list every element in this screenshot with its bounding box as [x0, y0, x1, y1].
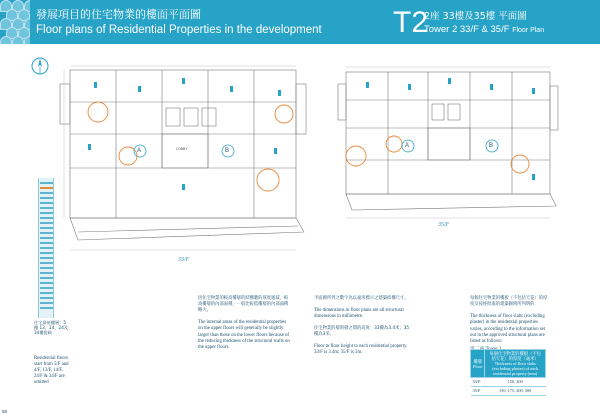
table-header-floor-en: Floor	[473, 363, 483, 369]
floor-label-33f: 33/F	[178, 257, 190, 263]
internal-area-note-en: The internal areas of the residential properties on the upper floors will generally be slightly larger than those on the lower floors because of the reducing thickness of the structural walls on the upper floors.	[198, 320, 290, 351]
floor-plan-label: Floor Plan	[512, 27, 545, 34]
slab-thickness-notes	[470, 296, 548, 354]
dimension-note-en: The dimensions in floor plans are all structural dimensions in millimetre.	[314, 308, 404, 320]
table-cell-floor: 33/F	[471, 378, 485, 387]
table-header-thickness	[485, 350, 546, 378]
floor-height-note-zh: 住宅物業的層與層之間的高度：33樓為3.4米；35樓為3米。	[314, 325, 410, 337]
page-title-en: Floor plans of Residential Properties in the development	[36, 24, 322, 36]
lobby-label: LOBBY	[176, 147, 188, 151]
table-cell-thickness: 150, 175, 200, 300	[485, 387, 546, 396]
tower-subtitle-zh: 2座 33樓及35樓 平面圖	[424, 11, 527, 22]
internal-area-note	[198, 296, 290, 351]
floor-height-note-en: Floor to floor height to each residential property. 33/F is 3.4m; 35/F is 3m.	[314, 343, 408, 355]
floor-plan-33f	[58, 64, 308, 260]
slab-thickness-table	[470, 349, 546, 396]
unit-a-label: A	[137, 148, 142, 154]
unit-a-label: A	[405, 143, 410, 149]
table-row	[471, 387, 546, 396]
table-header-thickness-en: Thickness of floor slabs (excluding plaster) of each residential property (mm)	[492, 361, 539, 376]
table-header-floor-zh: 樓層	[473, 358, 482, 364]
tower-subtitle-en	[424, 24, 544, 35]
floor-numbering-note-en: Residential floors start from 5/F and 4/F, 13/F, 14/F, 24/F & 34/F are omitted	[34, 356, 69, 385]
internal-area-note-zh: 因住宅物業的較高樓層的結構牆的厚度遞減，較高樓層的內部面積，一般比較低樓層的內部面積略大。	[198, 296, 289, 313]
tower-elevation-diagram	[38, 178, 54, 318]
slab-thickness-note-zh: 每個住宅物業的樓板（不包括天花）的厚度及按經批准的建築圖則所列明的：	[470, 296, 548, 307]
floor-label-35f: 35/F	[438, 222, 450, 228]
north-compass-icon	[30, 56, 50, 76]
page-title-zh: 發展項目的住宅物業的樓面平面圖	[36, 8, 201, 21]
unit-b-label: B	[489, 143, 494, 149]
floor-plan-35f	[336, 64, 560, 224]
floor-numbering-note-zh: 住宅最低樓層：5樓 13、14、24及34樓從缺	[34, 320, 69, 336]
table-header-floor	[471, 350, 485, 378]
unit-b-label: B	[225, 148, 230, 154]
table-row	[471, 378, 546, 387]
tower-code: T2	[393, 6, 429, 39]
dimension-notes	[314, 296, 410, 361]
dimension-note-zh: 平面圖所列之數字為以毫米標示之建築結構尺寸。	[314, 296, 409, 301]
table-cell-thickness: 150, 200	[485, 378, 546, 387]
slab-thickness-note-en: The thickness of floor slabs (excluding plaster) in the residential properties varies, according to the information set out in the approved structural plans are listed as follows:	[470, 314, 546, 345]
scale-pattern-decoration	[0, 0, 30, 44]
table-header-thickness-zh: 每個住宅物業的樓板（不包括天花）的厚度（毫米）	[489, 351, 541, 361]
table-cell-floor: 35/F	[471, 387, 485, 396]
tower-floors-en: Tower 2 33/F & 35/F	[424, 24, 510, 35]
page-number: 58	[2, 409, 8, 414]
